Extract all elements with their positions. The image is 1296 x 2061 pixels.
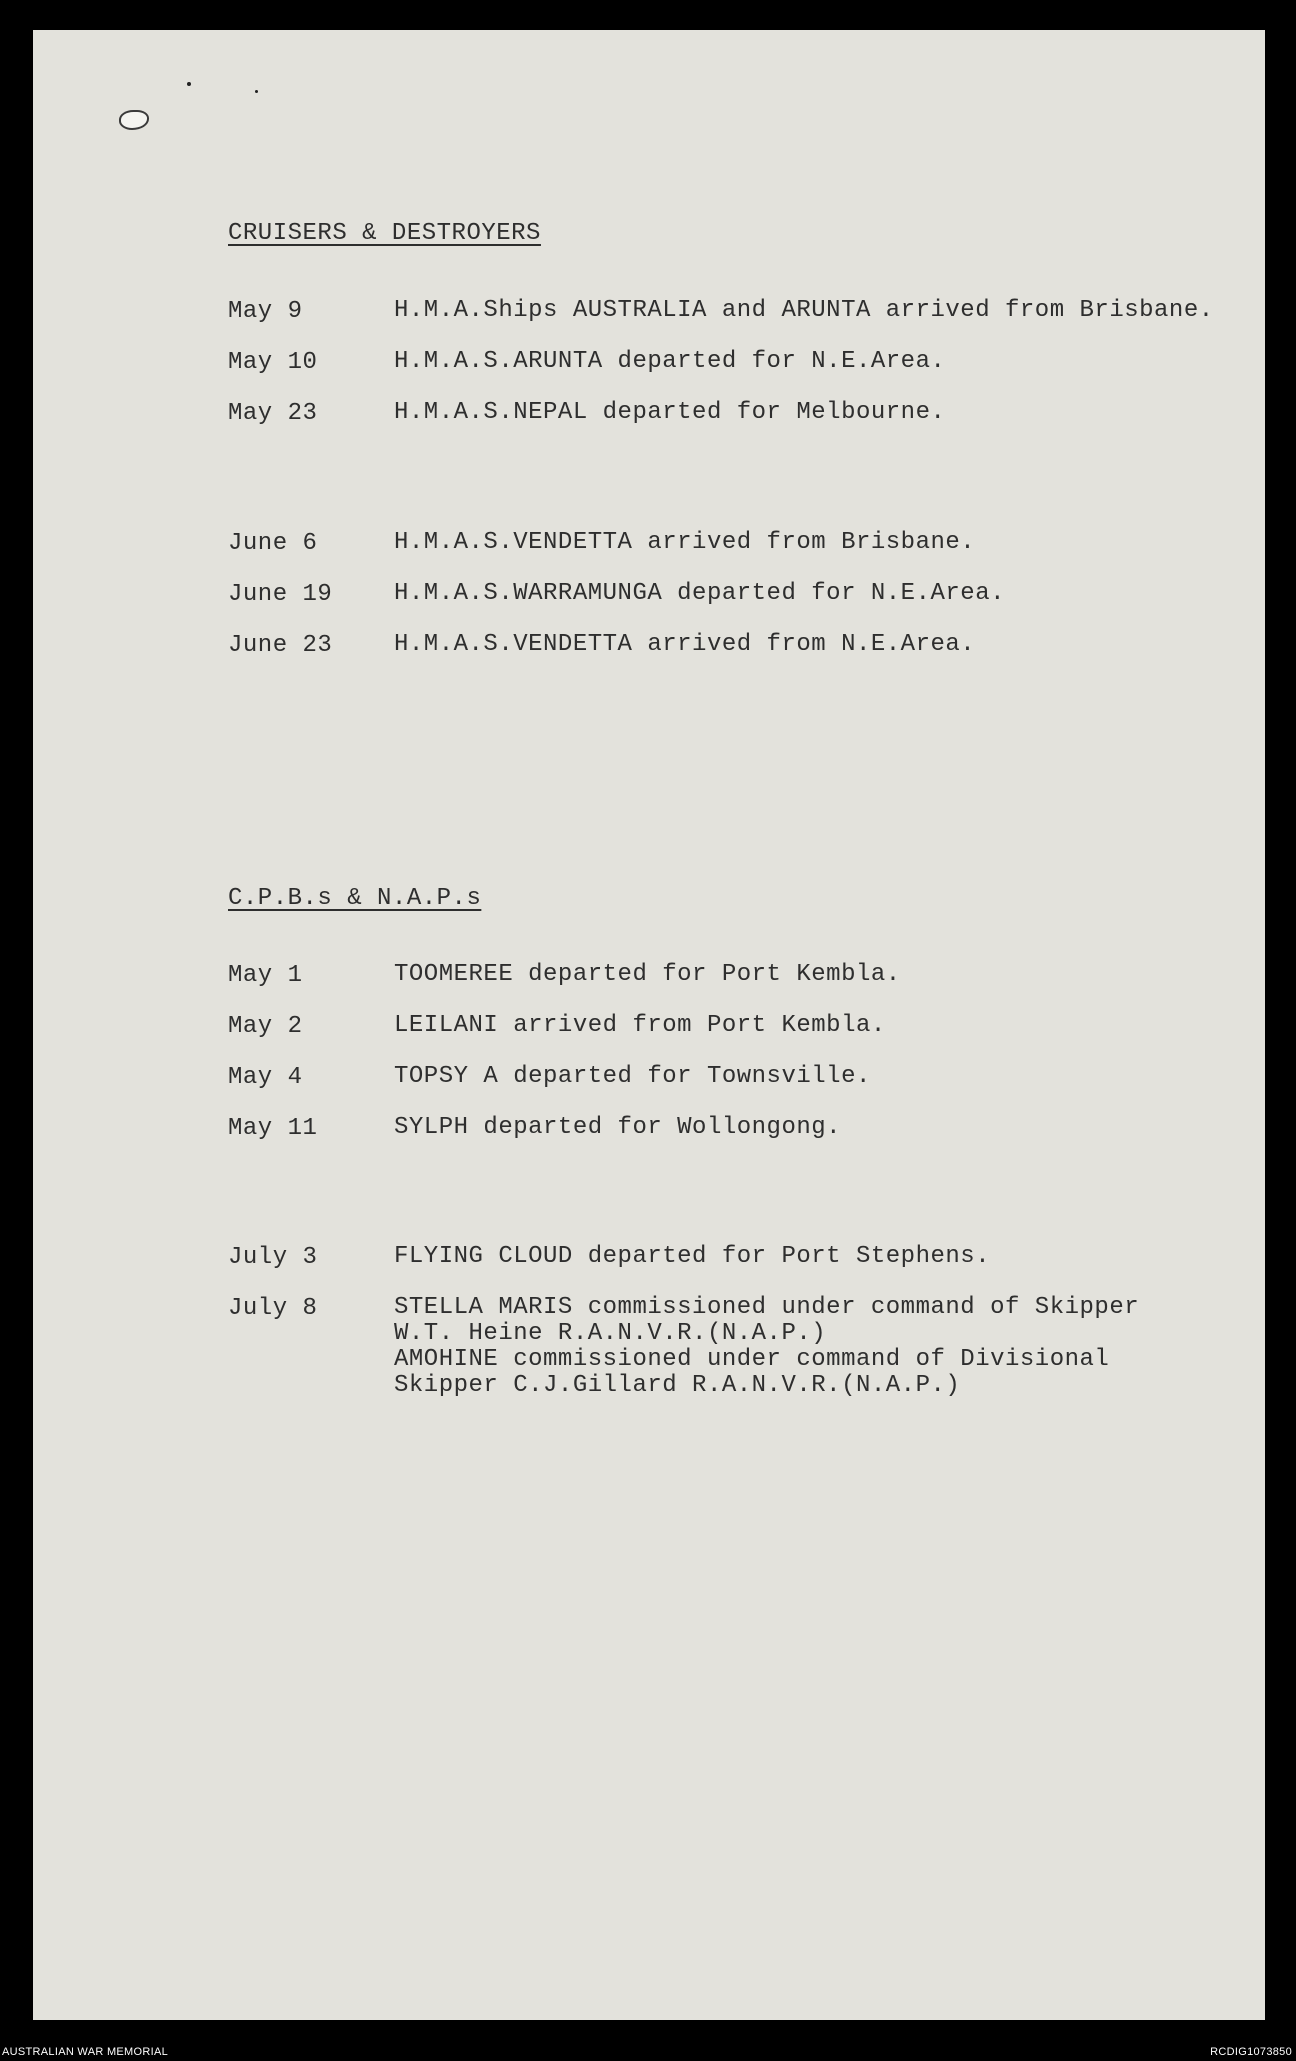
entry-text: TOOMEREE departed for Port Kembla. xyxy=(394,961,901,988)
entry-text: STELLA MARIS commissioned under command of Skipper W.T. Heine R.A.N.V.R.(N.A.P.) AMOHINE commissioned under command of Divisional Skipper C.J.Gillard R.A.N.V.R.(N.A.P.) xyxy=(394,1294,1140,1399)
entry-date: July 8 xyxy=(228,1295,318,1322)
section-heading-cruisers: CRUISERS & DESTROYERS xyxy=(228,220,541,247)
entry-text: H.M.A.S.VENDETTA arrived from Brisbane. xyxy=(394,529,976,556)
entry-date: May 10 xyxy=(228,349,318,376)
entry-date: June 6 xyxy=(228,530,318,557)
ink-speck xyxy=(187,82,191,86)
ink-speck xyxy=(255,90,258,93)
entry-date: June 19 xyxy=(228,581,333,608)
entry-date: May 2 xyxy=(228,1013,303,1040)
entry-text: TOPSY A departed for Townsville. xyxy=(394,1063,871,1090)
entry-text: H.M.A.Ships AUSTRALIA and ARUNTA arrived from Brisbane. xyxy=(394,297,1214,324)
entry-text: SYLPH departed for Wollongong. xyxy=(394,1114,842,1141)
entry-date: May 9 xyxy=(228,298,303,325)
entry-date: June 23 xyxy=(228,632,333,659)
document-page xyxy=(33,30,1265,2020)
entry-text: LEILANI arrived from Port Kembla. xyxy=(394,1012,886,1039)
entry-text: H.M.A.S.NEPAL departed for Melbourne. xyxy=(394,399,946,426)
archive-credit: AUSTRALIAN WAR MEMORIAL xyxy=(2,2046,169,2058)
entry-text: FLYING CLOUD departed for Port Stephens. xyxy=(394,1243,991,1270)
entry-text: H.M.A.S.WARRAMUNGA departed for N.E.Area. xyxy=(394,580,1005,607)
entry-text: H.M.A.S.ARUNTA departed for N.E.Area. xyxy=(394,348,946,375)
paper-damage-mark xyxy=(121,112,147,128)
entry-date: May 23 xyxy=(228,400,318,427)
entry-date: July 3 xyxy=(228,1244,318,1271)
entry-text: H.M.A.S.VENDETTA arrived from N.E.Area. xyxy=(394,631,976,658)
section-heading-cpbs-naps: C.P.B.s & N.A.P.s xyxy=(228,885,482,912)
entry-date: May 4 xyxy=(228,1064,303,1091)
entry-date: May 11 xyxy=(228,1115,318,1142)
archive-reference: RCDIG1073850 xyxy=(1210,2046,1292,2058)
entry-date: May 1 xyxy=(228,962,303,989)
